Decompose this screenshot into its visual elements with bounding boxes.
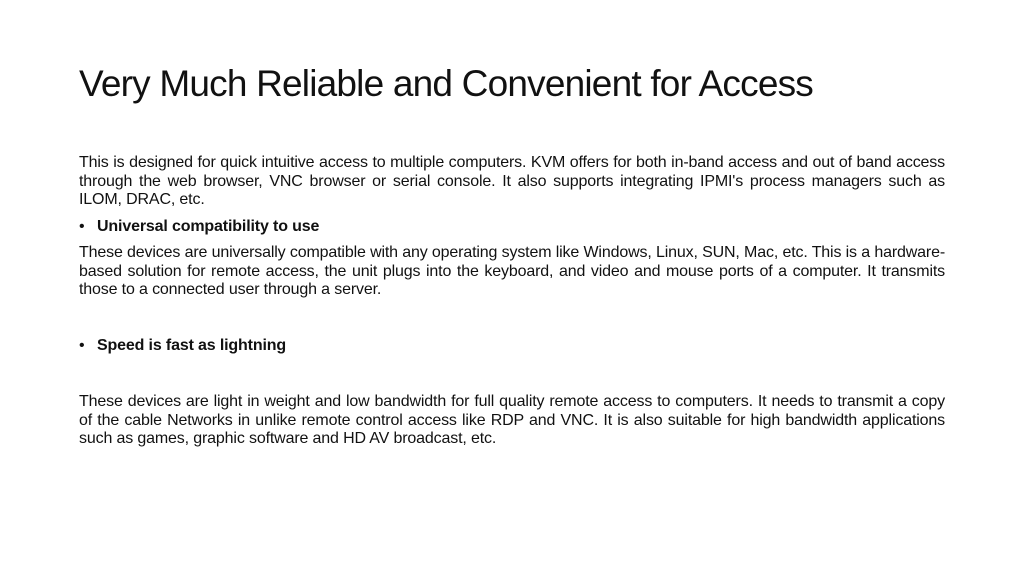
slide-title: Very Much Reliable and Convenient for Access bbox=[79, 63, 813, 104]
intro-paragraph: This is designed for quick intuitive access to multiple computers. KVM offers for both in-band access and out of band access through the web browser, VNC browser or serial console. It also supports integrating IPMI's process managers such as ILOM, DRAC, etc. bbox=[79, 154, 945, 208]
bullet-universal-compatibility bbox=[79, 218, 945, 237]
speed-paragraph: These devices are light in weight and low bandwidth for full quality remote access to computers. It needs to transmit a copy of the cable Networks in unlike remote control access like RDP and VNC. It is also suitable for high bandwidth applications such as games, graphic software and HD AV broadcast, etc. bbox=[79, 393, 945, 447]
bullet-heading: Speed is fast as lightning bbox=[97, 336, 287, 354]
bullet-speed bbox=[79, 337, 945, 356]
bullet-point-icon: • bbox=[79, 217, 85, 235]
slide-body bbox=[79, 154, 945, 449]
bullet-heading: Universal compatibility to use bbox=[97, 217, 320, 235]
bullet-point-icon: • bbox=[79, 336, 85, 354]
compatibility-paragraph: These devices are universally compatible with any operating system like Windows, Linux, SUN, Mac, etc. This is a hardware-based solution for remote access, the unit plugs into the keyboard, and video and mouse ports of a computer. It transmits those to a connected user through a server. bbox=[79, 244, 945, 298]
